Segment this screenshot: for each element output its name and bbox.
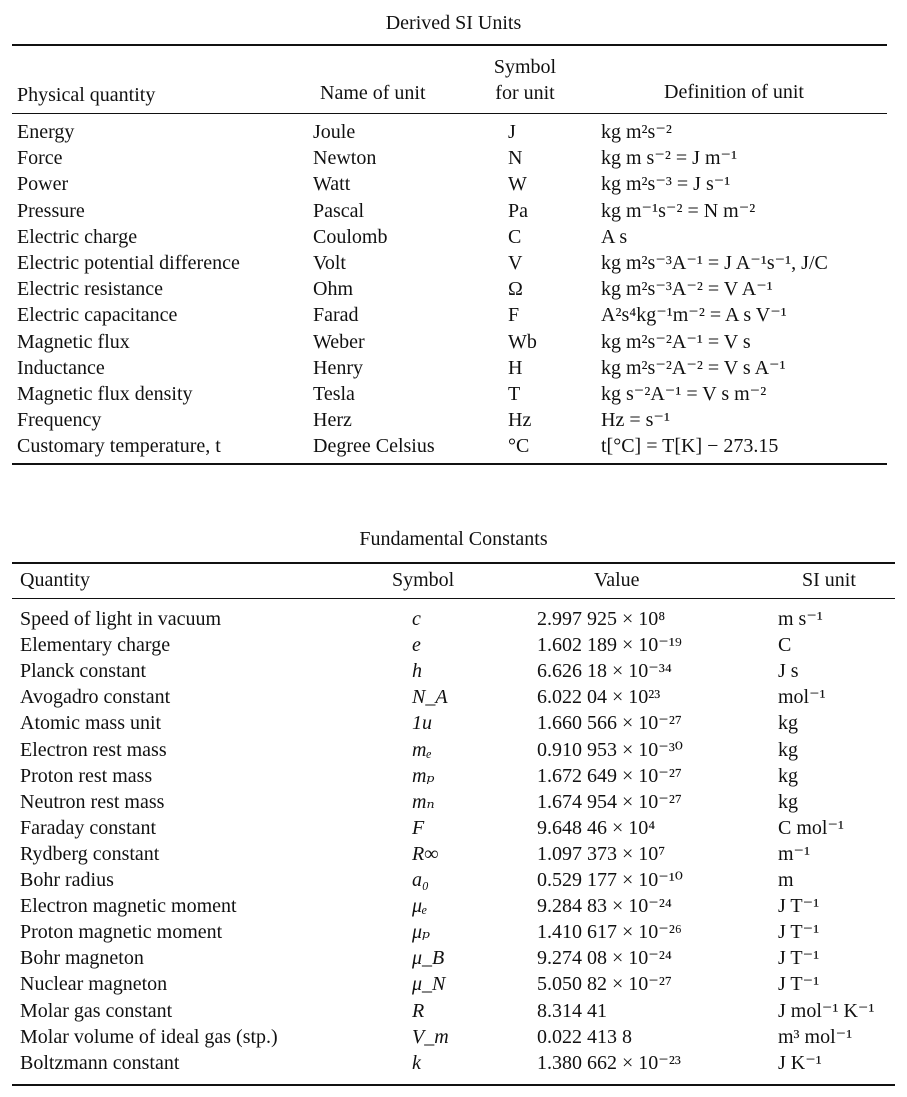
constants-cell-symbol: N_A [412,686,448,709]
units-cell-name: Newton [313,147,377,170]
units-cell-name: Volt [313,252,346,274]
constants-table-title: Fundamental Constants [359,528,548,550]
units-cell-definition: kg m s⁻² = J m⁻¹ [601,147,738,170]
constants-cell-unit: kg [778,738,798,761]
constants-cell-value: 1.674 954 × 10⁻²⁷ [537,790,682,813]
constants-cell-quantity: Planck constant [20,660,147,683]
constants-cell-unit: m³ mol⁻¹ [778,1025,853,1048]
constants-cell-symbol: R [412,999,425,1022]
units-cell-symbol: Hz [508,409,532,432]
units-cell-definition: kg m⁻¹s⁻² = N m⁻² [601,199,756,222]
units-cell-symbol: H [508,356,523,379]
units-table-top-rule [12,44,887,46]
units-cell-quantity: Electric charge [17,225,138,248]
units-cell-symbol: °C [508,435,530,458]
constants-cell-unit: J T⁻¹ [778,973,820,996]
units-cell-symbol: F [508,304,520,327]
constants-header-value: Value [594,569,640,591]
units-cell-name: Weber [313,330,365,353]
constants-cell-unit: kg [778,712,798,735]
units-header-rule [12,113,887,114]
units-cell-symbol: W [508,173,527,196]
constants-cell-value: 2.997 925 × 10⁸ [537,608,666,630]
constants-cell-unit: J T⁻¹ [778,895,820,918]
constants-cell-symbol: μ_N [412,973,446,996]
constants-cell-symbol: mₚ [412,764,435,787]
constants-cell-symbol: e [412,634,421,657]
constants-cell-symbol: V_m [412,1025,449,1048]
constants-header-unit: SI unit [802,569,856,591]
constants-cell-quantity: Neutron rest mass [20,790,165,813]
constants-cell-unit: kg [778,764,798,787]
units-cell-quantity: Electric potential difference [17,252,240,274]
units-cell-name: Herz [313,409,352,432]
constants-cell-unit: J s [778,660,799,683]
constants-cell-quantity: Molar gas constant [20,999,173,1022]
constants-cell-value: 1.672 649 × 10⁻²⁷ [537,764,682,787]
constants-cell-quantity: Nuclear magneton [20,973,168,996]
units-header-quantity: Physical quantity [17,84,156,106]
units-cell-quantity: Frequency [17,409,102,432]
units-cell-definition: kg m²s⁻²A⁻² = V s A⁻¹ [601,356,786,379]
constants-cell-value: 1.097 373 × 10⁷ [537,842,666,865]
units-header-symbol-line1: Symbol [493,56,557,78]
constants-cell-value: 0.910 953 × 10⁻³⁰ [537,738,683,761]
units-cell-quantity: Customary temperature, t [17,435,221,458]
constants-cell-value: 1.602 189 × 10⁻¹⁹ [537,634,682,657]
constants-cell-value: 6.626 18 × 10⁻³⁴ [537,660,672,683]
constants-cell-value: 0.529 177 × 10⁻¹⁰ [537,869,683,891]
constants-cell-unit: C [778,634,792,657]
units-cell-definition: Hz = s⁻¹ [601,409,670,432]
constants-cell-value: 1.660 566 × 10⁻²⁷ [537,712,682,735]
units-cell-symbol: Wb [508,330,537,353]
units-cell-name: Watt [313,173,351,196]
constants-cell-value: 1.380 662 × 10⁻²³ [537,1051,681,1074]
units-cell-name: Farad [313,304,359,327]
constants-cell-symbol: μₚ [412,921,431,944]
units-cell-name: Coulomb [313,225,388,248]
constants-cell-quantity: Bohr radius [20,869,114,891]
units-cell-symbol: N [508,147,523,170]
constants-cell-value: 0.022 413 8 [537,1025,632,1048]
constants-cell-quantity: Elementary charge [20,634,171,657]
units-cell-definition: A²s⁴kg⁻¹m⁻² = A s V⁻¹ [601,304,787,327]
constants-cell-quantity: Proton magnetic moment [20,921,223,944]
units-cell-name: Ohm [313,278,353,301]
units-header-name: Name of unit [320,82,426,104]
constants-cell-unit: mol⁻¹ [778,686,826,709]
units-cell-definition: A s [601,225,628,248]
constants-cell-quantity: Atomic mass unit [20,712,162,735]
constants-cell-quantity: Speed of light in vacuum [20,608,222,630]
constants-cell-symbol: mₑ [412,738,432,761]
constants-cell-quantity: Proton rest mass [20,764,153,787]
constants-cell-quantity: Faraday constant [20,816,157,839]
units-header-definition: Definition of unit [664,81,804,103]
constants-cell-unit: J mol⁻¹ K⁻¹ [778,999,875,1022]
units-cell-definition: kg m²s⁻² [601,121,672,143]
constants-cell-unit: m [778,869,794,891]
constants-cell-unit: m⁻¹ [778,842,811,865]
constants-cell-symbol: μₑ [412,895,428,918]
units-cell-quantity: Magnetic flux [17,330,130,353]
units-cell-definition: t[°C] = T[K] − 273.15 [601,435,779,458]
constants-cell-value: 9.648 46 × 10⁴ [537,816,656,839]
units-cell-symbol: C [508,225,522,248]
units-cell-quantity: Electric capacitance [17,304,178,327]
units-cell-definition: kg m²s⁻³A⁻² = V A⁻¹ [601,278,773,301]
constants-cell-value: 8.314 41 [537,999,607,1022]
units-cell-quantity: Energy [17,121,75,143]
units-cell-definition: kg m²s⁻²A⁻¹ = V s [601,330,751,353]
units-header-symbol-line2: for unit [495,82,555,104]
constants-cell-symbol: R∞ [412,842,439,865]
constants-cell-quantity: Boltzmann constant [20,1051,180,1074]
units-table-title: Derived SI Units [385,12,522,34]
units-cell-symbol: Pa [508,199,528,222]
constants-cell-symbol: k [412,1051,421,1074]
constants-cell-symbol: c [412,608,421,630]
constants-cell-symbol: μ_B [412,947,445,970]
constants-cell-quantity: Electron rest mass [20,738,167,761]
constants-cell-value: 1.410 617 × 10⁻²⁶ [537,921,682,944]
units-cell-name: Tesla [313,383,355,405]
constants-table-bottom-rule [12,1084,895,1086]
constants-cell-quantity: Molar volume of ideal gas (stp.) [20,1025,278,1048]
constants-header-quantity: Quantity [20,569,90,591]
units-cell-name: Joule [313,121,356,143]
units-cell-quantity: Electric resistance [17,278,164,301]
constants-cell-quantity: Avogadro constant [20,686,171,709]
units-cell-definition: kg m²s⁻³A⁻¹ = J A⁻¹s⁻¹, J/C [601,252,828,274]
constants-cell-unit: kg [778,790,798,813]
constants-cell-unit: C mol⁻¹ [778,816,845,839]
units-cell-quantity: Power [17,173,69,196]
constants-cell-symbol: mₙ [412,790,435,813]
units-cell-name: Henry [313,356,363,379]
constants-cell-unit: J K⁻¹ [778,1051,822,1074]
constants-cell-unit: J T⁻¹ [778,947,820,970]
constants-cell-symbol: 1u [412,712,432,735]
units-cell-quantity: Magnetic flux density [17,383,193,405]
constants-cell-value: 9.284 83 × 10⁻²⁴ [537,895,672,918]
units-cell-name: Pascal [313,199,365,222]
units-cell-quantity: Force [17,147,63,170]
units-cell-symbol: Ω [508,278,523,301]
units-cell-symbol: T [508,383,521,405]
units-cell-symbol: V [508,252,523,274]
constants-cell-quantity: Bohr magneton [20,947,144,970]
constants-cell-symbol: a₀ [412,869,429,891]
constants-cell-quantity: Rydberg constant [20,842,160,865]
constants-header-symbol: Symbol [392,569,455,591]
constants-cell-value: 9.274 08 × 10⁻²⁴ [537,947,672,970]
units-cell-quantity: Inductance [17,356,105,379]
units-cell-definition: kg m²s⁻³ = J s⁻¹ [601,173,731,196]
constants-cell-symbol: F [412,816,425,839]
constants-cell-quantity: Electron magnetic moment [20,895,237,918]
constants-cell-unit: J T⁻¹ [778,921,820,944]
units-cell-quantity: Pressure [17,199,85,222]
units-table-bottom-rule [12,463,887,465]
constants-cell-value: 6.022 04 × 10²³ [537,686,661,709]
units-cell-name: Degree Celsius [313,435,435,458]
constants-header-rule [12,598,895,599]
units-cell-symbol: J [508,121,516,143]
units-cell-definition: kg s⁻²A⁻¹ = V s m⁻² [601,383,767,405]
constants-table-top-rule [12,562,895,564]
constants-cell-unit: m s⁻¹ [778,608,823,630]
constants-cell-value: 5.050 82 × 10⁻²⁷ [537,973,672,996]
constants-cell-symbol: h [412,660,422,683]
